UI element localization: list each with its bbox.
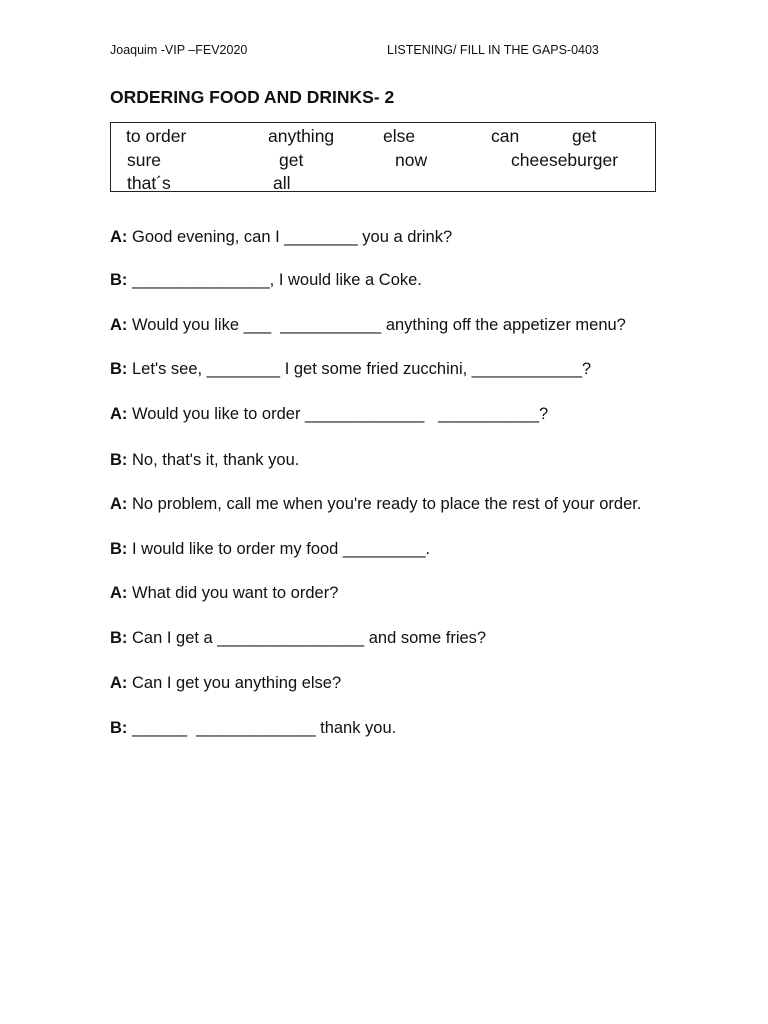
speaker-label: A: bbox=[110, 316, 128, 334]
speaker-label: B: bbox=[110, 271, 128, 289]
word-bank-item: get bbox=[572, 126, 597, 146]
word-bank-item: sure bbox=[127, 150, 162, 170]
dialogue-line bbox=[110, 629, 486, 648]
word-bank-item: can bbox=[491, 126, 520, 146]
dialogue-text: No, that's it, thank you. bbox=[127, 451, 300, 469]
dialogue-text: _______________, I would like a Coke. bbox=[127, 271, 422, 289]
dialogue-line bbox=[110, 360, 591, 379]
word-bank-item: else bbox=[383, 126, 416, 146]
word-bank-item: to order bbox=[126, 126, 187, 146]
header-author-date: Joaquim -VIP –FEV2020 bbox=[110, 43, 248, 57]
speaker-label: B: bbox=[110, 451, 128, 469]
dialogue-line bbox=[110, 316, 626, 335]
speaker-label: B: bbox=[110, 360, 128, 378]
dialogue-line bbox=[110, 495, 641, 514]
speaker-label: B: bbox=[110, 719, 128, 737]
word-bank-box bbox=[110, 122, 656, 192]
speaker-label: B: bbox=[110, 540, 128, 558]
dialogue-text: Can I get a ________________ and some fries? bbox=[127, 629, 487, 647]
speaker-label: A: bbox=[110, 228, 128, 246]
dialogue-line bbox=[110, 271, 422, 290]
word-bank-item: cheeseburger bbox=[511, 150, 619, 170]
header-activity-code: LISTENING/ FILL IN THE GAPS-0403 bbox=[387, 43, 599, 57]
speaker-label: A: bbox=[110, 584, 128, 602]
dialogue-text: What did you want to order? bbox=[127, 584, 339, 602]
word-bank-item: all bbox=[273, 173, 291, 193]
dialogue-text: Would you like to order _____________ ___________? bbox=[127, 405, 549, 423]
page-title: ORDERING FOOD AND DRINKS- 2 bbox=[110, 87, 395, 107]
dialogue-line bbox=[110, 451, 299, 470]
word-bank-item: now bbox=[395, 150, 428, 170]
dialogue-line bbox=[110, 540, 430, 559]
speaker-label: B: bbox=[110, 629, 128, 647]
dialogue-text: Can I get you anything else? bbox=[127, 674, 342, 692]
dialogue-line bbox=[110, 719, 396, 738]
dialogue-text: ______ _____________ thank you. bbox=[127, 719, 397, 737]
speaker-label: A: bbox=[110, 674, 128, 692]
dialogue-text: I would like to order my food _________. bbox=[127, 540, 431, 558]
dialogue-line bbox=[110, 584, 338, 603]
speaker-label: A: bbox=[110, 495, 128, 513]
dialogue-line bbox=[110, 405, 548, 424]
dialogue-text: Would you like ___ ___________ anything off the appetizer menu? bbox=[127, 316, 626, 334]
dialogue-text: No problem, call me when you're ready to place the rest of your order. bbox=[127, 495, 642, 513]
dialogue-text: Good evening, can I ________ you a drink? bbox=[127, 228, 453, 246]
speaker-label: A: bbox=[110, 405, 128, 423]
word-bank-item: anything bbox=[268, 126, 335, 146]
dialogue-line bbox=[110, 228, 452, 247]
word-bank-item: get bbox=[279, 150, 304, 170]
dialogue-line bbox=[110, 674, 341, 693]
dialogue-text: Let's see, ________ I get some fried zucchini, ____________? bbox=[127, 360, 592, 378]
word-bank-item: that´s bbox=[127, 173, 171, 193]
